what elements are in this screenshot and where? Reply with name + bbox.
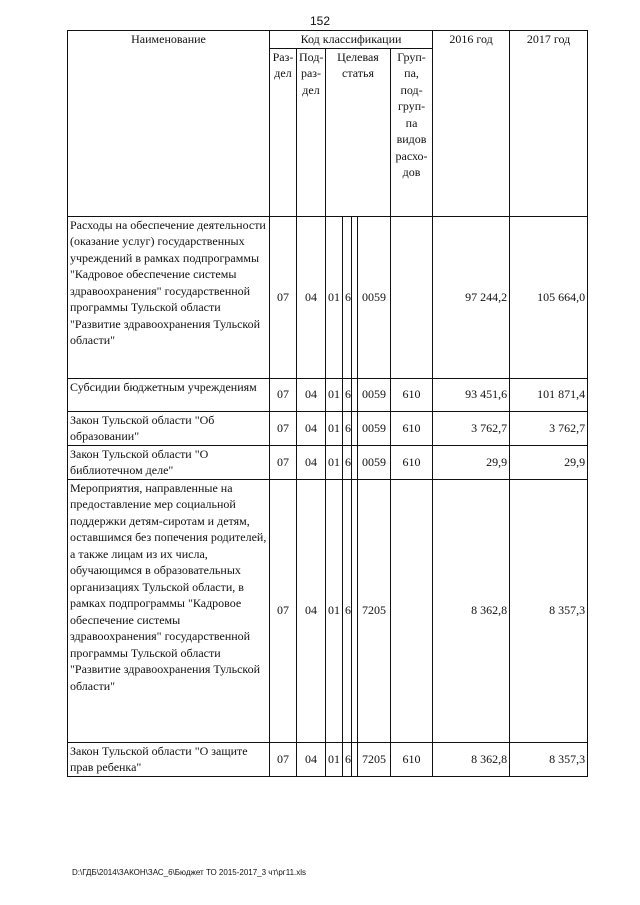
header-target: Целевая статья bbox=[326, 48, 391, 216]
row-2016: 29,9 bbox=[433, 445, 510, 479]
row-cs4: 0059 bbox=[358, 378, 391, 411]
row-group bbox=[391, 216, 433, 378]
row-name: Закон Тульской области "О библиотечном деле" bbox=[68, 445, 270, 479]
row-podrazdel: 04 bbox=[297, 742, 326, 776]
row-cs4: 7205 bbox=[358, 479, 391, 742]
row-cs1: 01 bbox=[326, 216, 343, 378]
row-cs1: 01 bbox=[326, 742, 343, 776]
row-2016: 97 244,2 bbox=[433, 216, 510, 378]
table-row bbox=[68, 445, 588, 479]
row-razdel: 07 bbox=[270, 378, 297, 411]
row-group bbox=[391, 479, 433, 742]
row-podrazdel: 04 bbox=[297, 216, 326, 378]
table-row bbox=[68, 378, 588, 411]
header-2017: 2017 год bbox=[510, 31, 588, 217]
row-cs1: 01 bbox=[326, 445, 343, 479]
row-podrazdel: 04 bbox=[297, 411, 326, 445]
row-name: Закон Тульской области "Об образовании" bbox=[68, 411, 270, 445]
row-cs2: 6 bbox=[343, 445, 352, 479]
row-2017: 29,9 bbox=[510, 445, 588, 479]
row-cs1: 01 bbox=[326, 479, 343, 742]
row-2017: 3 762,7 bbox=[510, 411, 588, 445]
row-2016: 8 362,8 bbox=[433, 479, 510, 742]
row-cs4: 7205 bbox=[358, 742, 391, 776]
row-2017: 105 664,0 bbox=[510, 216, 588, 378]
row-cs4: 0059 bbox=[358, 411, 391, 445]
row-name: Мероприятия, направленные на предоставление мер социальной поддержки детям-сиротам и детям, оставшимся без попечения родителей, а также лицам из их числа, обучающимся в образовательных организациях Тульской области, в рамках подпрограммы "Кадровое обеспечение системы здравоохранения" государственной программы Тульской области "Развитие здравоохранения Тульской области" bbox=[68, 479, 270, 742]
row-cs1: 01 bbox=[326, 411, 343, 445]
header-podrazdel: Под- раз- дел bbox=[297, 48, 326, 216]
file-path-footer: D:\ГДБ\2014\ЗАКОН\ЗАС_6\Бюджет ТО 2015-2017_3 чт\рг11.xls bbox=[72, 868, 307, 877]
row-group: 610 bbox=[391, 742, 433, 776]
row-2016: 93 451,6 bbox=[433, 378, 510, 411]
row-2017: 8 357,3 bbox=[510, 742, 588, 776]
row-cs1: 01 bbox=[326, 378, 343, 411]
row-name: Закон Тульской области "О защите прав ребенка" bbox=[68, 742, 270, 776]
row-2016: 3 762,7 bbox=[433, 411, 510, 445]
row-razdel: 07 bbox=[270, 479, 297, 742]
budget-table bbox=[67, 30, 588, 777]
header-name: Наименование bbox=[68, 31, 270, 217]
row-podrazdel: 04 bbox=[297, 479, 326, 742]
row-group: 610 bbox=[391, 411, 433, 445]
row-name: Расходы на обеспечение деятельности (оказание услуг) государственных учреждений в рамках подпрограммы "Кадровое обеспечение системы здравоохранения" государственной программы Тульской области "Развитие здравоохранения Тульской области" bbox=[68, 216, 270, 378]
row-cs4: 0059 bbox=[358, 445, 391, 479]
table-row bbox=[68, 742, 588, 776]
row-cs2: 6 bbox=[343, 742, 352, 776]
row-razdel: 07 bbox=[270, 742, 297, 776]
row-group: 610 bbox=[391, 445, 433, 479]
row-cs2: 6 bbox=[343, 479, 352, 742]
row-podrazdel: 04 bbox=[297, 378, 326, 411]
header-razdel: Раз- дел bbox=[270, 48, 297, 216]
header-row-top bbox=[68, 31, 588, 49]
row-cs4: 0059 bbox=[358, 216, 391, 378]
row-2017: 8 357,3 bbox=[510, 479, 588, 742]
page-number: 152 bbox=[309, 14, 331, 28]
table-row bbox=[68, 479, 588, 742]
row-cs2: 6 bbox=[343, 378, 352, 411]
row-razdel: 07 bbox=[270, 445, 297, 479]
row-2016: 8 362,8 bbox=[433, 742, 510, 776]
table-row bbox=[68, 216, 588, 378]
row-cs2: 6 bbox=[343, 216, 352, 378]
row-razdel: 07 bbox=[270, 411, 297, 445]
row-podrazdel: 04 bbox=[297, 445, 326, 479]
row-name: Субсидии бюджетным учреждениям bbox=[68, 378, 270, 411]
row-group: 610 bbox=[391, 378, 433, 411]
row-2017: 101 871,4 bbox=[510, 378, 588, 411]
header-code: Код классификации bbox=[270, 31, 433, 49]
row-cs2: 6 bbox=[343, 411, 352, 445]
table-row bbox=[68, 411, 588, 445]
row-razdel: 07 bbox=[270, 216, 297, 378]
header-group: Груп- па, под- груп- па видов расхо- дов bbox=[391, 48, 433, 216]
header-2016: 2016 год bbox=[433, 31, 510, 217]
